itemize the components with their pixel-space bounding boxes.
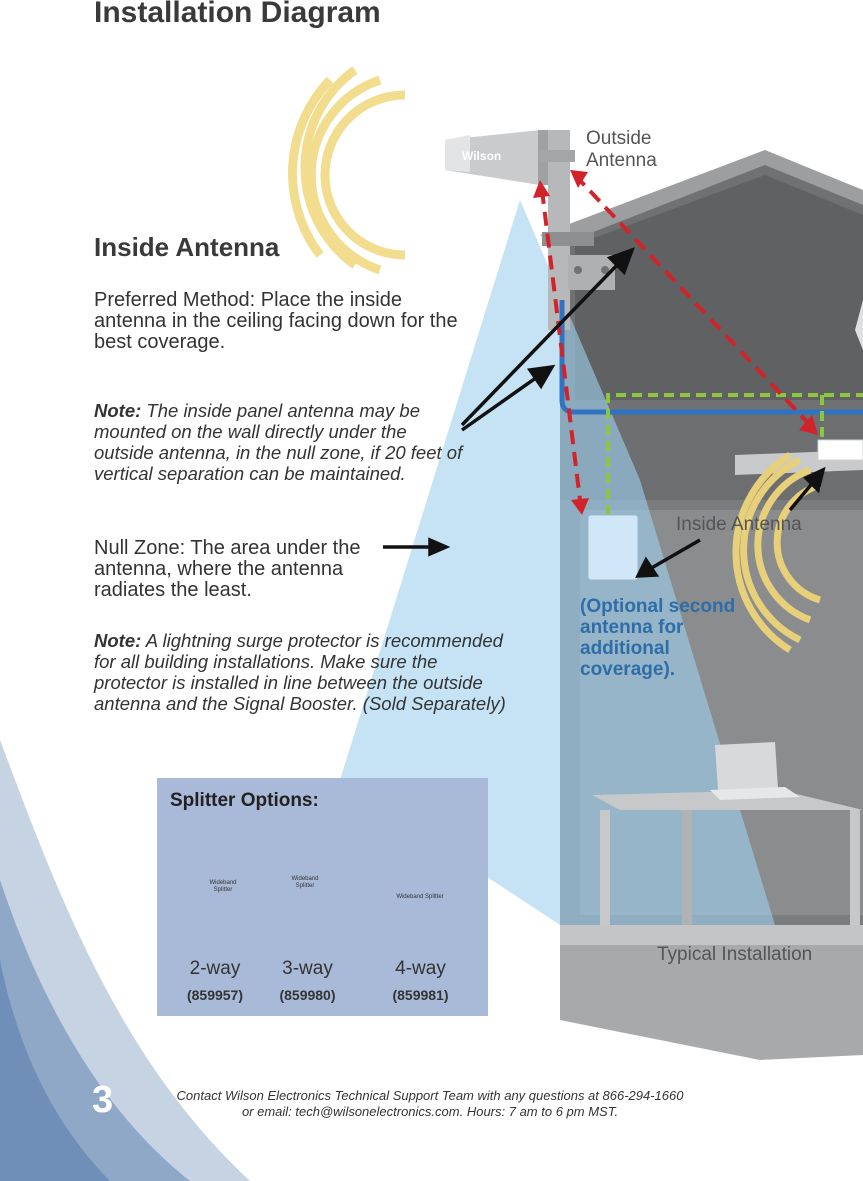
optional-wall-antenna: [588, 515, 638, 580]
page-number: 3: [92, 1079, 114, 1121]
splitter-3way-product-text: Wideband Splitter: [291, 876, 319, 889]
outside-antenna-label-line2: Antenna: [586, 150, 657, 171]
note-label: Note:: [94, 630, 142, 651]
preferred-method-text: Preferred Method: Place the inside antenna in the ceiling facing down for the best coverage.: [94, 289, 458, 353]
splitter-3way-part: (859980): [279, 987, 336, 1003]
contact-line-email: or email: tech@wilsonelectronics.com. Hours: 7 am to 6 pm MST.: [241, 1104, 619, 1119]
note-panel-antenna: [94, 400, 469, 484]
splitter-4way-part: (859981): [392, 987, 449, 1003]
inside-antenna-heading: Inside Antenna: [94, 232, 280, 262]
splitter-4way-product-text: Wideband Splitter: [396, 894, 444, 900]
note-label: Note:: [94, 400, 142, 421]
contact-info: [130, 1088, 730, 1120]
splitter-2way-part: (859957): [186, 987, 244, 1003]
typical-installation-label: Typical Installation: [657, 944, 813, 965]
outside-antenna-label-line1: Outside: [586, 128, 652, 149]
outside-signal-waves: [293, 70, 405, 270]
antenna-brand-label: Wilson: [462, 149, 502, 163]
inside-ceiling-antenna: [818, 440, 863, 460]
splitter-2way-product-text: Wideband Splitter: [209, 880, 237, 893]
splitter-2way-label: 2-way: [189, 958, 241, 979]
laptop: [715, 742, 778, 790]
null-zone-text: Null Zone: The area under the antenna, where the antenna radiates the least.: [94, 537, 361, 601]
splitter-options-title: Splitter Options:: [170, 790, 319, 811]
inside-antenna-label: Inside Antenna: [676, 514, 802, 535]
note-surge-protector: [94, 630, 514, 714]
splitter-3way-label: 3-way: [282, 958, 333, 979]
optional-second-antenna-label: (Optional second antenna for additional coverage).: [580, 596, 736, 680]
page-title: Installation Diagram: [94, 0, 381, 29]
contact-line-phone: Contact Wilson Electronics Technical Support Team with any questions at 866-294-1660: [176, 1088, 684, 1103]
note-surge-protector-text: A lightning surge protector is recommended for all building installations. Make sure the protector is installed in line between the outside antenna and the Signal Booster. (Sold Separately): [94, 630, 506, 714]
note-panel-antenna-text: The inside panel antenna may be mounted on the wall directly under the outside antenna, in the null zone, if 20 feet of vertical separation can be maintained.: [94, 400, 463, 484]
arrowhead-up-right: [570, 170, 588, 188]
splitter-4way-label: 4-way: [395, 958, 446, 979]
